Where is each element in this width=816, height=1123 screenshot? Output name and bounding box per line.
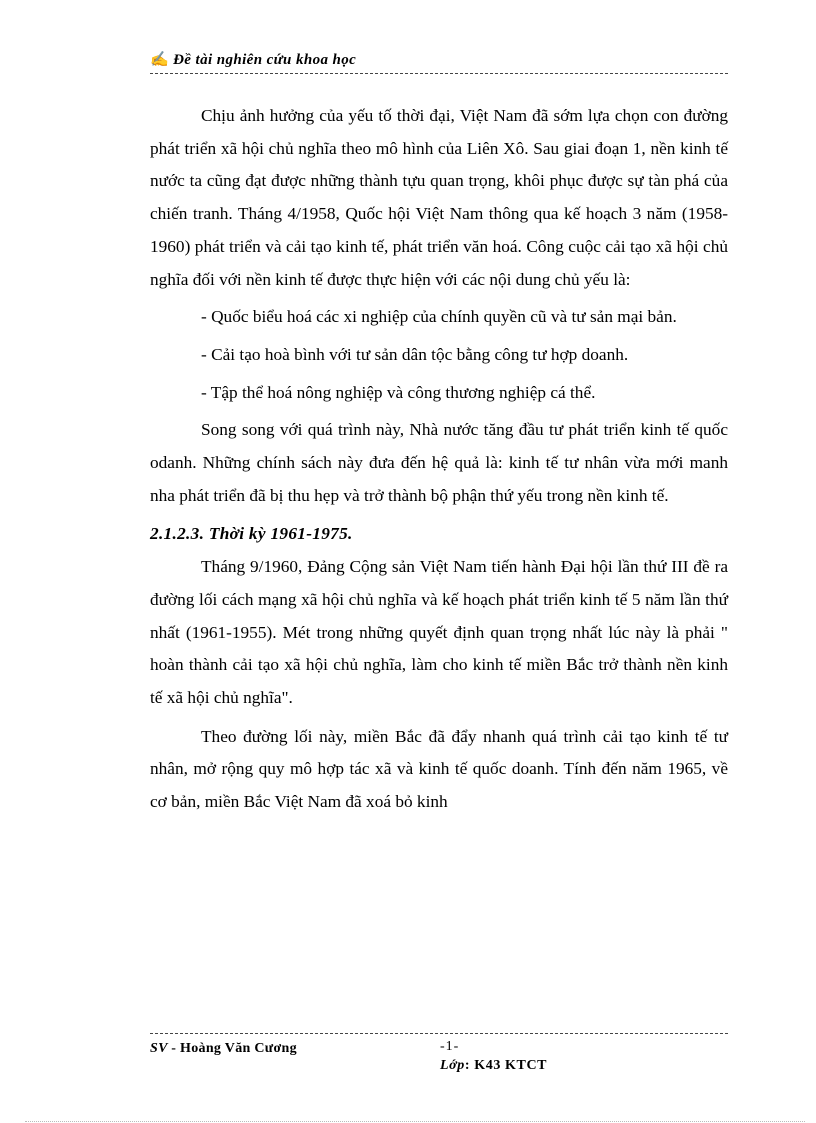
paragraph-3: Tháng 9/1960, Đảng Cộng sản Việt Nam tiến hành Đại hội lần thứ III đề ra đường lối cách mạng xã hội chủ nghĩa và kế hoạch phát triển kinh tế 5 năm lần thứ nhất (1961-1955). Mét trong những quyết định quan trọng nhất lúc này là phải " hoàn thành cải tạo xã hội chủ nghĩa, làm cho kinh tế miền Bắc trở thành nền kinh tế xã hội chủ nghĩa". [150,557,728,707]
paragraph-1: Chịu ảnh hưởng của yếu tố thời đại, Việt Nam đã sớm lựa chọn con đường phát triển xã hội chủ nghĩa theo mô hình của Liên Xô. Sau giai đoạn 1, nền kinh tế nước ta cũng đạt được những thành tựu quan trọng, khôi phục được sự tàn phá của chiến tranh. Tháng 4/1958, Quốc hội Việt Nam thông qua kế hoạch 3 năm (1958-1960) phát triển và cải tạo kinh tế, phát triển văn hoá. Công cuộc cải tạo xã hội chủ nghĩa đối với nền kinh tế được thực hiện với các nội dung chủ yếu là: [150,106,728,289]
header-title: Đề tài nghiên cứu khoa học [173,52,357,68]
page-bottom-border [25,1121,805,1122]
footer-student [150,1041,297,1057]
bullet-item-1: - Quốc biểu hoá các xi nghiệp của chính quyền cũ và tư sản mại bản. [201,307,677,327]
footer-class-value: : K43 KTCT [464,1058,548,1073]
bullet-item-3: - Tập thể hoá nông nghiệp và công thương nghiệp cá thể. [201,382,596,402]
paragraph-4: Theo đường lối này, miền Bắc đã đẩy nhanh quá trình cải tạo kinh tế tư nhân, mở rộng quy mô hợp tác xã và kinh tế quốc doanh. Tính đến năm 1965, về cơ bản, miền Bắc Việt Nam đã xoá bỏ kinh [150,726,728,812]
paragraph-2: Song song với quá trình này, Nhà nước tăng đầu tư phát triển kinh tế quốc odanh. Những chính sách này đưa đến hệ quả là: kinh tế tư nhân vừa mới manh nha phát triển đã bị thu hẹp và trở thành bộ phận thứ yếu trong nền kinh tế. [150,420,728,505]
footer-student-name: - Hoàng Văn Cương [171,1041,297,1056]
footer-class [440,1058,547,1074]
section-heading: 2.1.2.3. Thời kỳ 1961-1975. [150,524,353,544]
page-number: -1- [440,1039,460,1054]
footer-class-label: Lớp [440,1058,465,1073]
writing-hand-icon: ✍ [150,52,170,68]
footer-student-label: SV [150,1041,168,1056]
footer-divider [150,1033,728,1034]
bullet-item-2: - Cải tạo hoà bình với tư sản dân tộc bằng công tư hợp doanh. [201,344,629,364]
header-divider [150,73,728,74]
document-body [150,100,728,819]
page-header [150,50,728,69]
